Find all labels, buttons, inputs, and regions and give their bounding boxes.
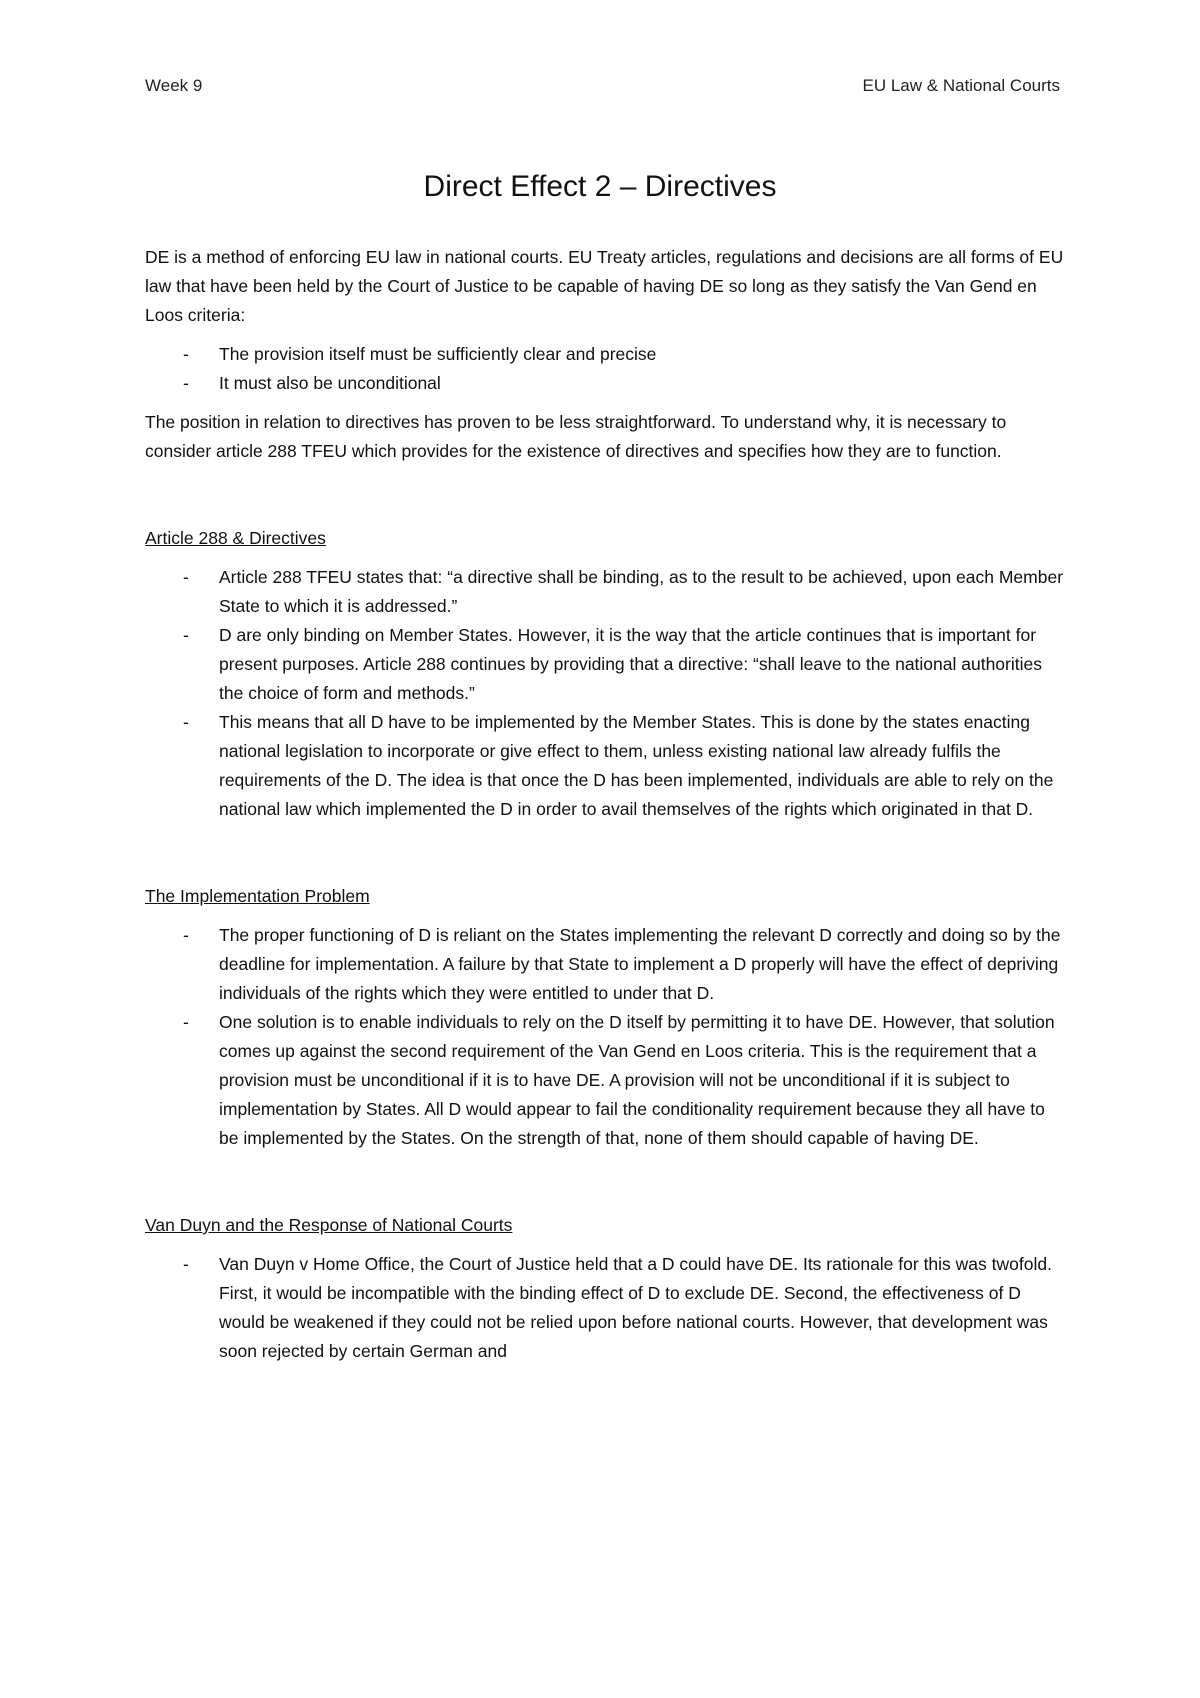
- section-list: [145, 1250, 1065, 1366]
- list-item: [145, 340, 1065, 369]
- list-item-text: It must also be unconditional: [219, 373, 441, 393]
- section-heading-article-288: Article 288 & Directives: [145, 528, 326, 548]
- section-heading-van-duyn: Van Duyn and the Response of National Courts: [145, 1215, 513, 1235]
- document-body: [145, 243, 1065, 1376]
- list-item-text: The proper functioning of D is reliant on the States implementing the relevant D correctly and doing so by the deadline for implementation. A failure by that State to implement a D properly will have the effect of depriving individuals of the rights which they were entitled to under that D.: [219, 925, 1061, 1003]
- bullet-dash: -: [183, 373, 189, 393]
- list-item: [145, 563, 1065, 621]
- bullet-dash: -: [183, 925, 189, 945]
- criteria-list: [145, 340, 1065, 398]
- header-course: EU Law & National Courts: [862, 76, 1060, 95]
- list-item: [145, 1008, 1065, 1153]
- list-item-text: D are only binding on Member States. However, it is the way that the article continues that is important for present purposes. Article 288 continues by providing that a directive: “shall leave to the national authorities the choice of form and methods.”: [219, 625, 1042, 703]
- section-heading-implementation-problem: The Implementation Problem: [145, 886, 370, 906]
- bullet-dash: -: [183, 1254, 189, 1274]
- list-item: [145, 369, 1065, 398]
- bullet-dash: -: [183, 567, 189, 587]
- header-week: Week 9: [145, 76, 203, 95]
- intro-paragraph: DE is a method of enforcing EU law in national courts. EU Treaty articles, regulations and decisions are all forms of EU law that have been held by the Court of Justice to be capable of having DE so long as they satisfy the Van Gend en Loos criteria:: [145, 247, 1064, 325]
- position-paragraph: The position in relation to directives has proven to be less straightforward. To understand why, it is necessary to consider article 288 TFEU which provides for the existence of directives and specifies how they are to function.: [145, 412, 1007, 461]
- list-item-text: The provision itself must be sufficiently clear and precise: [219, 344, 657, 364]
- bullet-dash: -: [183, 344, 189, 364]
- section-list: [145, 563, 1065, 824]
- list-item: [145, 1250, 1065, 1366]
- list-item-text: One solution is to enable individuals to rely on the D itself by permitting it to have DE. However, that solution comes up against the second requirement of the Van Gend en Loos criteria. This is the requirement that a provision must be unconditional if it is to have DE. A provision will not be unconditional if it is subject to implementation by States. All D would appear to fail the conditionality requirement because they all have to be implemented by the States. On the strength of that, none of them should capable of having DE.: [219, 1012, 1055, 1148]
- list-item-text: Article 288 TFEU states that: “a directive shall be binding, as to the result to be achieved, upon each Member State to which it is addressed.”: [219, 567, 1064, 616]
- bullet-dash: -: [183, 625, 189, 645]
- list-item: [145, 921, 1065, 1008]
- document-title: Direct Effect 2 – Directives: [423, 170, 777, 203]
- bullet-dash: -: [183, 1012, 189, 1032]
- list-item: [145, 621, 1065, 708]
- list-item-text: This means that all D have to be implemented by the Member States. This is done by the states enacting national legislation to incorporate or give effect to them, unless existing national law already fulfils the requirements of the D. The idea is that once the D has been implemented, individuals are able to rely on the national law which implemented the D in order to avail themselves of the rights which originated in that D.: [219, 712, 1054, 819]
- list-item-text: Van Duyn v Home Office, the Court of Justice held that a D could have DE. Its rationale for this was twofold. First, it would be incompatible with the binding effect of D to exclude DE. Second, the effectiveness of D would be weakened if they could not be relied upon before national courts. However, that development was soon rejected by certain German and: [219, 1254, 1052, 1361]
- bullet-dash: -: [183, 712, 189, 732]
- list-item: [145, 708, 1065, 824]
- page-header: [145, 76, 1060, 100]
- section-list: [145, 921, 1065, 1153]
